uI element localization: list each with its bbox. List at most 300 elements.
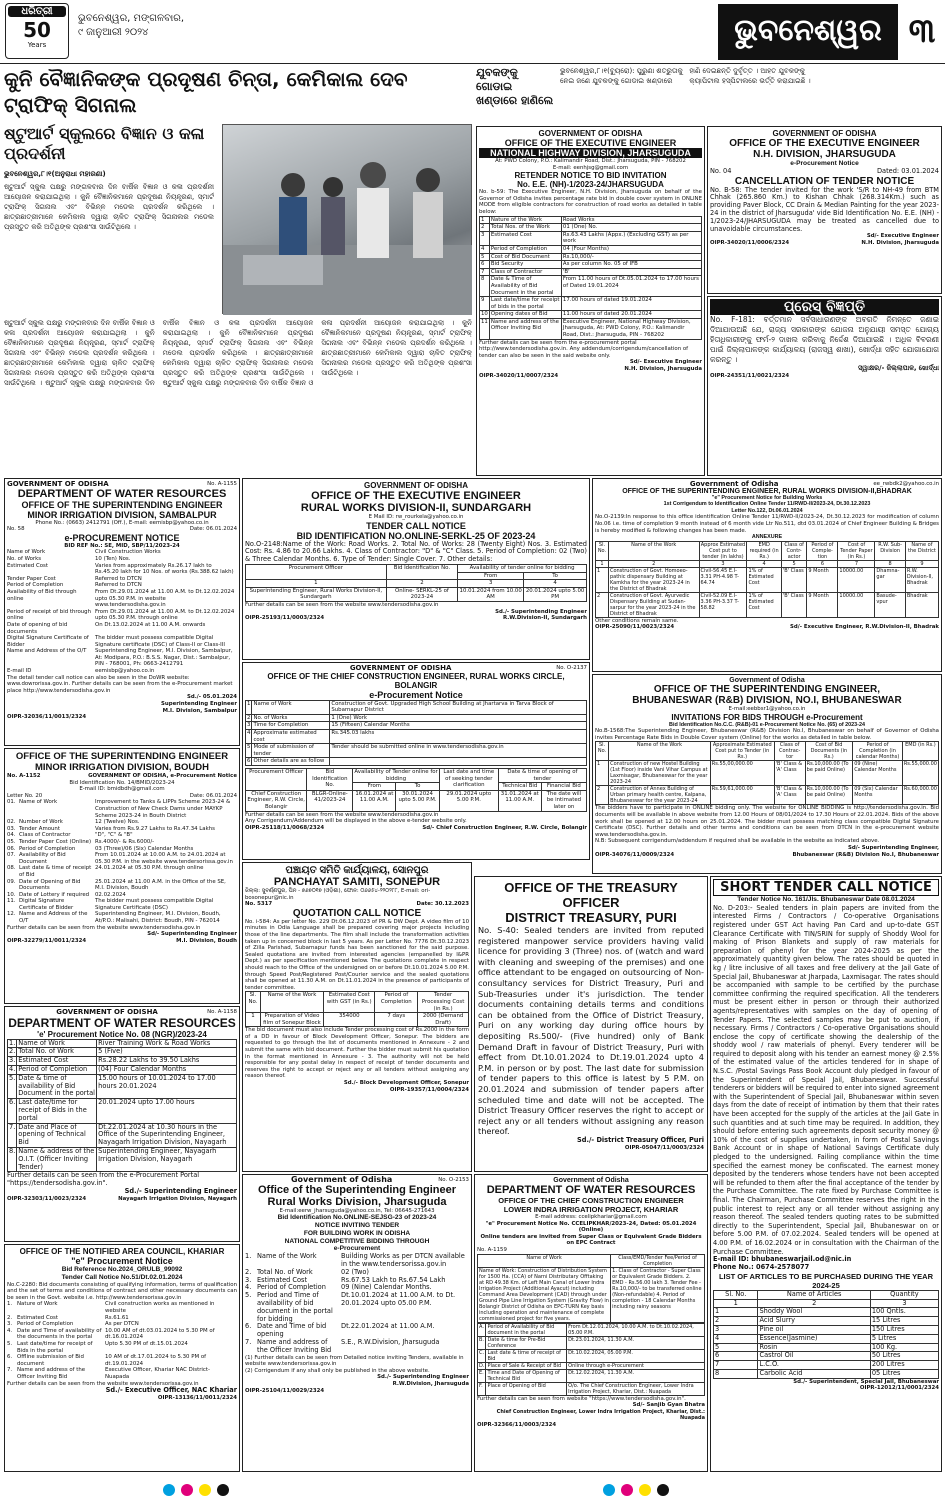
column-header: Sl. No.	[596, 742, 609, 761]
table-cell: 'B' Class & 'A' Class	[774, 786, 805, 805]
list-cell: On Dt.13.02.2024 at 11.00 A.M. onwards	[95, 621, 206, 628]
list-cell: From Dt.29.01.2024 at 11.00 A.M. to Dt.12.02.2024 upto 05.30 P.M. through online	[95, 608, 235, 622]
table-cell: (04) Four Calendar Months	[97, 1065, 237, 1074]
ad-sign-2: Bhubaneswar (R&B) Division No.I, Bhubaneswar	[792, 851, 939, 858]
table-cell: E.	[478, 1369, 486, 1382]
ad-head	[7, 481, 237, 488]
ad-code: OIPR-34020/11/0007/2324	[479, 372, 559, 379]
table-cell: Rs.60,000.00	[902, 786, 938, 805]
table-row	[480, 318, 702, 339]
ad-title: DEPARTMENT OF WATER RESOURCES	[8, 1015, 236, 1030]
table-cell: Shoddy Wool	[758, 1308, 870, 1317]
list-cell: The bidder must possess compatible Digital Signature Certificate (DSC)	[95, 898, 214, 911]
column-header: Name of the Work	[609, 742, 711, 761]
table-cell: 5	[246, 744, 252, 758]
cell: 16.01.2024 at 11.00 A.M.	[353, 790, 396, 811]
list-cell: 5.	[245, 1291, 252, 1300]
th: Name of the Work	[260, 992, 323, 1013]
list-cell: Name and Address of the O/T	[19, 911, 88, 925]
table-cell: 6	[714, 1352, 758, 1361]
list-cell: Period of Completion	[7, 582, 64, 589]
list-cell: Estimated Cost	[7, 562, 48, 569]
table-cell: Essence(Jasmine)	[758, 1334, 870, 1343]
table-cell: Other details are as follow	[252, 758, 330, 766]
ad-title: CANCELLATION OF TENDER NOTICE	[734, 175, 915, 187]
list-item	[7, 576, 237, 583]
list-cell: 3.	[245, 1275, 252, 1284]
list-cell: 12.	[7, 911, 16, 918]
table-cell: 5 Litres	[870, 1334, 938, 1343]
list-item	[245, 1323, 469, 1339]
table-row	[480, 276, 702, 297]
ad-rw-sundargarh	[242, 478, 590, 660]
ad-title: INVITATIONS FOR BIDS THROUGH e-Procurement	[671, 712, 863, 722]
ad-bid: Bid Reference No.2024_ORULB_99092	[61, 1266, 183, 1273]
ad-code: OIPR-34020/11/0006/2324	[710, 239, 790, 246]
ad-gov: Government of Odisha	[729, 677, 805, 684]
list-cell: 03.	[7, 825, 16, 832]
list-item	[7, 865, 237, 878]
table-cell: Last date/time for receipt of bids in the portal	[490, 297, 560, 310]
ad-title-2: DISTRICT TREASURY, PURI	[505, 910, 677, 925]
ad-treasury	[474, 876, 708, 1172]
ad-body: No. F-181: ବର୍ତ୍ତମାନ ସର୍ବସାଧାରଣଙ୍କ ଅବଗତି ନିମନ୍ତେ ଜଣାଇ ଦିଆଯାଉଅଛି ଯେ, ରାଜ୍ୟ ସରକାରଙ୍କ ଯୋଜନା ଅନୁଯାୟୀ ସମସ୍ତ ଯୋଗ୍ୟ ହିତାଧିକାରୀଙ୍କୁ ଫର୍ମ-୨ ଦାଖଲ କରିବାକୁ ନିର୍ଦ୍ଦେଶ ଦିଆଯାଇଛି । ଅଧିକ ବିବରଣୀ ପାଇଁ ଜିଲ୍ଲାପାଳଙ୍କ କାର୍ଯ୍ୟାଳୟ (ରାଜସ୍ୱ ଶାଖା), ଖୋର୍ଦ୍ଧା ସହିତ ଯୋଗାଯୋଗ କରନ୍ତୁ ।	[710, 315, 939, 364]
column-header: Cost of Tender Paper (in Rs.)	[838, 541, 875, 560]
list-item	[7, 582, 237, 589]
table-cell: River Training Work & Road Works	[97, 1039, 237, 1048]
list-cell: 6.	[245, 1322, 252, 1331]
list-cell: 4.	[245, 1283, 252, 1292]
list-item	[7, 1301, 237, 1314]
list-item	[7, 819, 237, 826]
list-cell: 07.	[7, 852, 16, 859]
ad-no-date	[7, 526, 237, 533]
ad-email: E-mail ID: bmidbdh@gmail.com	[79, 786, 165, 793]
table-cell: Place of Opening of Bid	[486, 1382, 567, 1395]
table-cell: 1% of Estimated Cost	[747, 567, 781, 592]
table-row	[714, 1308, 939, 1317]
list-cell: The bidder must possess compatible Digital Signature certificate (DSC) of Class-II or Class-III	[95, 635, 225, 648]
ad-note: N.B: Subsequent corrigendum/addendum if required shall be available in the website as indicated above.	[595, 838, 880, 845]
table-cell: Date & time for Pre-Bid Conference	[486, 1336, 567, 1349]
list-item	[7, 1367, 237, 1380]
table-cell: 100 Kg.	[870, 1343, 938, 1352]
ad-title: SHORT TENDER CALL NOTICE	[713, 879, 939, 896]
table-cell: Construction of Govt. Upgraded High School Building at Jhartarva in Tarva Block of Subarnapur District	[330, 700, 587, 714]
table-cell: 3	[714, 1325, 758, 1334]
ad-nh-jharsuguda	[476, 126, 705, 476]
list-cell: Rs.67.53 Lakh to Rs.67.54 Lakh	[341, 1275, 446, 1284]
list-cell: Name and Address of the O/T	[7, 648, 87, 655]
ad-notice: e-Procurement Notice	[369, 689, 463, 700]
column-number: 9	[905, 560, 938, 567]
story-photo	[222, 124, 472, 314]
list-cell: 01.	[7, 799, 16, 806]
ad-code: OIPR-19357/11/0004/2324	[389, 1086, 469, 1093]
table-cell: Date & time of availability of Bid Document in the portal	[18, 1073, 95, 1098]
ad-sub: Tender Notice No. 161/Jls. Bhubaneswar Date 08.01.2024	[737, 896, 915, 903]
table-row	[596, 761, 939, 786]
list-cell: Period of Completion	[257, 1283, 326, 1292]
ad-footer: Further details can be seen from the website www.tendersorissa.gov.in	[7, 1380, 199, 1387]
list-item	[245, 1339, 469, 1355]
ad-date: Date: 06.01.2024	[189, 792, 237, 799]
ad-footline	[245, 825, 587, 832]
top-story-body-cont: ଷ୍ଟୁଆର୍ଟ ସ୍କୁଲ ପକ୍ଷରୁ ମଙ୍ଗଳବାର ଦିନ ବାର୍ଷିକ ବିଜ୍ଞାନ ଓ କଳା ପ୍ରଦର୍ଶନୀ ଆୟୋଜନ କରାଯାଇଥିଲା । କୁନି ବୈଜ୍ଞାନିକମାନେ ପ୍ରଦୂଷଣ ନିୟନ୍ତ୍ରଣ, ସ୍ମାର୍ଟ ଟ୍ରାଫିକ୍ ସିଗନାଲ ଏବଂ ବିଭିନ୍ନ ମଡେଲ ପ୍ରଦର୍ଶନ କରିଥିଲେ । ଛାତ୍ରଛାତ୍ରୀମାନେ କେମିକାଲ ଦ୍ୱାରା ଚାଳିତ ଟ୍ରାଫିକ୍ ସିଗନାଲର ମଡେଲ ପ୍ରସ୍ତୁତ କରି ଅତିଥିଙ୍କ ପ୍ରଶଂସା ସାଉଁଟିଥିଲେ ।	[4, 319, 155, 387]
table-cell: Civil-56.45 E.I-3.31 PH-4.98 T-64.74	[699, 567, 747, 592]
list-cell: Civil Construction Works	[95, 549, 161, 556]
th: To	[396, 783, 440, 791]
table-cell: 9	[480, 297, 490, 311]
table-cell: 200 Litres	[870, 1361, 938, 1370]
list-cell: Last date & time of receipt of Bid	[19, 865, 92, 878]
top-story-continued	[4, 318, 472, 476]
list-item	[7, 1321, 237, 1328]
table-cell: Mode of submission of tender	[252, 744, 330, 758]
table-row	[480, 297, 702, 311]
ad-title: PANCHAYAT SAMITI, SONEPUR	[273, 876, 441, 888]
ad-no: No. 5317	[245, 901, 273, 908]
column-header: Cost of Bid Documents (in Rs.)	[805, 742, 853, 761]
th: From	[353, 783, 396, 791]
masthead	[0, 0, 945, 62]
list-cell: Superintending Engineer, M.I. Division, Sambalpur, At: Modipara, P.O.: B.S.S. Nagar, Dist.: Sambalpur, PIN - 768001, Ph: 0663-2412791	[95, 648, 233, 668]
list-item	[7, 799, 237, 819]
cell: 354000	[324, 1013, 375, 1027]
ad-gov: Government of Odisha	[553, 1177, 629, 1184]
ad-sign: Sd./- Superintendent, Special Jail, Bhubaneswar	[793, 1378, 939, 1385]
ad-sign-2: Chief Construction Engineer, Lower Indra Irrigation Project, Khariar, Dist.: Nuapada	[496, 1408, 705, 1422]
list-item	[7, 668, 237, 675]
side-story-headline: ଯୁବକଙ୍କୁ ଗୋଡାଇ ଖଣ୍ଡାରେ ହାଣିଲେ	[476, 66, 554, 107]
list-cell: 09.	[7, 878, 16, 885]
ad-title: DEPARTMENT OF WATER RESOURCES	[17, 487, 227, 500]
ad-head	[7, 1009, 237, 1016]
table-cell: No. of Works	[252, 714, 330, 722]
list-cell: Date of opening of bid documents	[7, 621, 68, 635]
table-cell: 6	[480, 261, 490, 269]
table-cell: Castrol Oil	[758, 1352, 870, 1361]
list-cell: Tender Amount	[19, 825, 60, 832]
ad-no: No. A-1152	[7, 773, 41, 779]
list-cell: Date and Time of bid opening	[257, 1322, 327, 1339]
table-row	[480, 216, 702, 224]
ad-footer: The bidders have to participate in ONLINE bidding only. The website for ONLINE BIDDING is http://tendersodisha.gov.in. Bid documents will be available in above website from 12.00 Hours of 08/01/2024 to 17.30 Hours of 22.01.2024. Bids of the above work shall be opened at 12.00 hours on 25.01.2024. The bidder must possess matching class compatible Digital Signature Certificate (DSC). Further details and other terms and conditions can be seen from DTCN in the e-procurement website www.tendersodisha.gov.in.	[595, 805, 939, 838]
list-item	[7, 622, 237, 635]
ad-division: BHUBANESWAR (R&B) DIVISION, NO.I, BHUBANESWAR	[632, 695, 902, 706]
ad-notice: 'e' Procurement Notice No. 08 (NGR)/2023-24	[37, 1029, 207, 1039]
ad-t2: FOR BUILDING WORK IN ODISHA	[303, 1229, 411, 1237]
table-cell: Last date/time for receipt of Bids in the portal	[17, 1099, 97, 1123]
ad-table	[595, 741, 939, 805]
ad-sign: Sd/- Superintending Engineer,	[847, 844, 939, 851]
top-story-subhead: ଷ୍ଟୁଆର୍ଟ ସ୍କୁଲରେ ବିଜ୍ଞାନ ଓ କଳା ପ୍ରଦର୍ଶନୀ	[4, 124, 205, 163]
ad-gov: Government of Odisha	[290, 1175, 393, 1184]
th: Date & time of opening of tender	[498, 768, 586, 782]
list-item	[7, 846, 237, 853]
table-row	[246, 758, 587, 766]
list-cell: 24.01.2024 at 05.30 P.M. through online	[95, 865, 204, 872]
table-cell: 5 (Five)	[97, 1048, 237, 1057]
ad-email: E-mail address: ccelipkhariar@gmail.com	[535, 1214, 647, 1220]
ad-body: No. D-203:- Sealed tenders in plain papers are invited from the interested Firms / Contractors / Co-operative Organisations registered under GST Act having Pan Card and up-to-date GST Clearance Certificate with TIN/SRIN for supply of Shoddy Wool for making of Prison Blankets and supply of raw materials for preparation of phenyl for the year 2024-2025 as per the approximately quantity given below. The rates should be quoted in kg / litre inclusive of all taxes and free delivery at the Jail Gate of Special Jail, Bhubaneswar at Jharpada, Laxmisagar. The rates should be accompanied with sample to be certified by the purchase committee confirming the required specification. All the tenderers must be present either in person or through their authorized agents/representatives with samples on the day of opening of Tender Papers. The selected samples may be put to auction, if necessary. Firms / Contractors / Co-operative Organisations should enclose the copy of certificate showing the dealership of the shoddy wool / raw materials of phenyl. Every tenderer will be required to deposit along with his tender an earnest money @ 2.5% of the estimated value of the articles tendered for in shape of N.S.C. /Postal Savings Pass Book Account duly pledged in favour of the Superintendent of Special Jail, Bhubaneswar. Successful tenderers or bidders will be required to enter into signed agreement with the Superintendent of Special Jail, Bhubaneswar within seven days from the date of receipt of intimation by them that their rates have been accepted for the supply of the articles at the Jail Gate in such quantities and at such time may be required. In addition, they should before entering such agreements deposit security money @ 10% of the cost of supplies undertaken, in form of Postal Savings Bank Account or in shape of National Savings Certificate duly pledged to the undersigned. Failing compliance within the time specified the earnest money be confiscated. The earnest money deposited by the tenderers whose tenders have not been accepted will be refunded to them after the final acceptance of the tender by the Purchase Committee. The rate fixed by Purchase Committee is final. The Chairman, Purchase Committee reserves the right in the public interest to reject any or all tender without assigning any reason thereof. The sealed tenders quoting rates to be submitted directly to the Superintendent, Special Jail, Bhubaneswar on or before 5.00 P.M. of 07.02.2024. Sealed tenders will be opened at 4.00 P.M. of 16.02.2024 or in consultation with the Chairman of the Purchase Committee.	[713, 903, 939, 1256]
column-number: 1	[596, 560, 609, 567]
ad-annexure: ANNEXURE	[751, 534, 783, 541]
list-item	[7, 911, 237, 924]
cell: 1	[246, 1013, 261, 1027]
column-header: EMD required (in Rs.)	[747, 541, 781, 560]
table-cell: 2	[596, 592, 609, 617]
ad-notice: "e" Procurement Notice No. CCELIPKHAR/2023-24, Dated: 05.01.2024 (Online)	[485, 1220, 697, 1234]
ad-code: OIPR-32279/11/0011/2324	[7, 937, 87, 944]
ad-sign-2: Nayagarh Irrigation Division, Nayagarh	[118, 1195, 237, 1202]
list-cell: Varies from Rs.9.27 Lakhs to Rs.47.34 Lakhs	[95, 825, 215, 832]
list-item	[7, 1354, 237, 1367]
ad-division: N.H. DIVISION, JHARSUGUDA	[753, 149, 896, 160]
ad-bid: Bid Identification No.C.C. (R&B)-01 e-Procurement Notice No. (65) of 2023-24	[669, 721, 865, 728]
table-row	[478, 1323, 705, 1336]
table-cell: 6	[247, 758, 251, 765]
table-cell: 09 (Six) Calendar Months	[853, 786, 903, 805]
table-cell: Bhadrak	[905, 592, 938, 617]
col-num: 1	[246, 580, 387, 588]
table-cell: Dt.10.02.2024, 05.00 P.M.	[567, 1349, 705, 1362]
list-cell: 5.	[7, 1340, 13, 1347]
ad-sign-2: N.H. Division, Jharsuguda	[624, 366, 702, 373]
ad-notice: e-PROCUREMENT NOTICE	[64, 532, 180, 543]
table-cell: 5	[714, 1343, 758, 1352]
column-number: 2	[608, 560, 699, 567]
list-cell: Name and address of the Officer Inviting Bid	[257, 1337, 332, 1354]
top-story-body-cont-2: ଷ୍ଟୁଆର୍ଟ ସ୍କୁଲ ପକ୍ଷରୁ ମଙ୍ଗଳବାର ଦିନ ବାର୍ଷିକ ବିଜ୍ଞାନ ଓ କଳା ପ୍ରଦର୍ଶନୀ ଆୟୋଜନ କରାଯାଇଥିଲା । କୁନି ବୈଜ୍ଞାନିକମାନେ ପ୍ରଦୂଷଣ ନିୟନ୍ତ୍ରଣ, ସ୍ମାର୍ଟ ଟ୍ରାଫିକ୍ ସିଗନାଲ ଏବଂ ବିଭିନ୍ନ ମଡେଲ ପ୍ରଦର୍ଶନ କରିଥିଲେ । ଛାତ୍ରଛାତ୍ରୀମାନେ କେମିକାଲ ଦ୍ୱାରା ଚାଳିତ ଟ୍ରାଫିକ୍ ସିଗନାଲର ମଡେଲ ପ୍ରସ୍ତୁତ କରି ଅତିଥିଙ୍କ ପ୍ରଶଂସା ସାଉଁଟିଥିଲେ ।	[45, 319, 314, 387]
ad-email: E Mail ID: rw_rourkela@yahoo.co.in	[368, 514, 464, 520]
table-cell: 15 Litres	[870, 1317, 938, 1326]
side-story	[476, 66, 942, 124]
th-bid: Bid Identification No.	[386, 564, 457, 579]
ad-sign: Sd/- Executive Engineer	[629, 359, 702, 366]
table-cell: 8	[480, 276, 490, 297]
list-item	[7, 589, 237, 609]
table-cell: 9 Month	[807, 567, 838, 592]
column-number: 7	[838, 560, 875, 567]
table-cell: 'B' Class	[781, 567, 807, 592]
registration-dot	[603, 1484, 615, 1496]
ad-no-date	[7, 793, 237, 800]
table-cell: Time and Date of Opening of Technical Bid	[486, 1369, 567, 1382]
ad-phone: Phone No.: (0663) 2412791 (Off.), E-mail: eemisbp@yahoo.co.in	[35, 519, 209, 526]
ad-rows	[477, 1323, 705, 1396]
table-cell: 4	[714, 1334, 758, 1343]
list-cell: Referred to DTCN	[95, 575, 142, 582]
list-cell: 6.	[7, 1354, 13, 1361]
table-cell: 10000.00	[838, 567, 875, 592]
page-number: ୩	[908, 11, 936, 51]
list-cell: Tender Paper Cost (Online)	[19, 838, 92, 845]
column-header: Period of Completion (in calendar Months)	[853, 742, 903, 761]
table-cell: 2	[247, 714, 251, 721]
table-cell: 05 Litres	[870, 1369, 938, 1378]
ad-rw-jharsuguda	[242, 1174, 472, 1472]
cell: 1. Class of Contractor - Super Class or Equivalent Grade Bidders. 2. EMD - Rs.56.00 lakh 3. Tender Fee - Rs.10,000/- to be transferred online (Non-refundable) 4. Period of completion - 18 Calendar Months including rainy seasons	[611, 1267, 705, 1322]
ad-no: No. 58	[7, 526, 25, 533]
list-cell: Period of Completion	[17, 1321, 74, 1328]
th: Period of Completion	[375, 992, 418, 1013]
table-cell: 1.	[9, 1038, 16, 1047]
table-row	[480, 268, 702, 276]
ad-sign: Sd/- Superintending Engineer	[147, 931, 237, 938]
table-cell: Rs.10,000.00 (To be paid Online)	[805, 761, 853, 786]
ad-footer: Further details can be seen from website "https://www.tendersodisha.gov.in".	[477, 1395, 686, 1402]
table-cell: 1	[246, 700, 252, 714]
table-cell: L.C.O.	[758, 1361, 870, 1370]
reg-right	[600, 1481, 672, 1497]
table-cell: From Dt.12.01.2024, 10.00 A.M. to Dt.10.02.2024, 05.00 P.M.	[567, 1323, 705, 1336]
table-cell: Nature of the Work	[489, 216, 561, 224]
ad-footline	[595, 624, 939, 631]
column-header: Name of the Work	[608, 541, 699, 560]
ad-email: E-mail:eebbsr1@yahoo.co.in	[728, 706, 806, 712]
ad-gov: GOVERNMENT OF ODISHA	[772, 129, 877, 138]
table-cell: 1% of Estimated Cost	[747, 592, 781, 617]
ad-t1: NOTICE INVITING TENDER	[314, 1221, 400, 1229]
table-cell: R.W. Division-II, Bhadrak	[905, 567, 938, 592]
table-cell: B.	[478, 1336, 486, 1349]
column-number: 1	[714, 1299, 758, 1308]
table-cell: 1	[596, 567, 609, 592]
list-item	[7, 1341, 237, 1354]
ad-footer: Further details can be seen from the website www.tendersodisha.gov.in	[245, 601, 439, 608]
ad-code: OIPR-13136/11/0011/2324	[157, 1394, 237, 1401]
list-cell: 09 (Nine) Calendar Months.	[341, 1283, 432, 1292]
cell: The date will be intimated later on	[541, 790, 586, 811]
table-cell: Rs.10,000.00 (To be paid Online)	[805, 786, 853, 805]
table-cell: Opening dates of Bid	[489, 311, 561, 319]
column-header: Approx Estimated Cost put to tender (in lakhs)	[700, 541, 746, 560]
ad-footer: The detail tender call notice can also be seen in the DoWR website: www.dowrorissa.gov.in. Further details can be seen from the e-Procurement market place http://www.tendersodisha.gov.in	[7, 674, 233, 694]
list-cell: Dt.10.01.2024 at 11.00 A.M. to Dt. 20.01.2024 upto 05.00 P.M.	[341, 1291, 456, 1307]
top-story-body-cont-3: ଷ୍ଟୁଆର୍ଟ ସ୍କୁଲ ପକ୍ଷରୁ ମଙ୍ଗଳବାର ଦିନ ବାର୍ଷିକ ବିଜ୍ଞାନ ଓ କଳା ପ୍ରଦର୍ଶନୀ ଆୟୋଜନ କରାଯାଇଥିଲା । କୁନି ବୈଜ୍ଞାନିକମାନେ ପ୍ରଦୂଷଣ ନିୟନ୍ତ୍ରଣ, ସ୍ମାର୍ଟ ଟ୍ରାଫିକ୍ ସିଗନାଲ ଏବଂ ବିଭିନ୍ନ ମଡେଲ ପ୍ରଦର୍ଶନ କରିଥିଲେ । ଛାତ୍ରଛାତ୍ରୀମାନେ କେମିକାଲ ଦ୍ୱାରା ଚାଳିତ ଟ୍ରାଫିକ୍ ସିଗନାଲର ମଡେଲ ପ୍ରସ୍ତୁତ କରି ଅତିଥିଙ୍କ ପ୍ରଶଂସା ସାଉଁଟିଥିଲେ ।	[162, 319, 472, 387]
ad-t4: e-Procurement	[333, 1245, 381, 1253]
ad-phone: Phone No.: 0674-2578077	[713, 1262, 810, 1271]
table-cell: 4.	[9, 1064, 16, 1073]
ad-office: OFFICE OF THE CHIEF CONSTRUCTION ENGINEER, RURAL WORKS CIRCLE, BOLANGIR	[267, 671, 565, 690]
registration-dot	[621, 1484, 633, 1496]
table-cell: Civil-52.09 E.I-3.36 PH-3.37 T-58.82	[699, 592, 747, 617]
ad-gov: GOVERNMENT OF ODISHA	[349, 664, 452, 672]
ad-gov: Government of Odisha	[689, 480, 779, 488]
table-row	[480, 253, 702, 261]
ad-wr-sambalpur	[4, 478, 240, 746]
ad-no: No. O-2153	[438, 1177, 469, 1183]
table-row	[480, 224, 702, 232]
column-header: R.W. Sub-Division	[875, 541, 905, 560]
ad-sign: Sd./- Block Development Officer, Sonepur	[343, 1080, 469, 1087]
ad-sign: Sd/- Sanjib Gyan Bhatra	[632, 1402, 705, 1409]
ad-body: No. S-40: Sealed tenders are invited from reputed registered manpower service providers having valid licence for providing 3 (Three) nos. of (watch and ward with cleaning and sweeping of the premises) and one office attendant to be engaged on outsourcing of Non-consultancy services for District Treasury, Puri and Sub-Treasuries under it's jurisdiction. The tender documents containing details terms and conditions can be obtained from the Office of District Treasury, Puri on any working day during office hours by depositing Rs.500/- (Five hundred) only of Bank Demand Draft in favour of District Treasury, Puri with effect from Dt.10.01.2024 to Dt.19.01.2024 upto 4 P.M. in person or by post. The last date for submission of tender papers to this office is latest by 5 P.M. on 20.01.2024 and submission of tender papers after scheduled time and date will not be accepted. The District Treasury Officer reserves the right to accept or reject any or all tenders without assigning any reason thereof.	[478, 925, 704, 1137]
ad-jail	[710, 876, 942, 1472]
ad-address: At: PWD Colony, P.O.: Kalimandir Road, Dist.: Jharsuguda, PIN - 768202	[495, 158, 686, 164]
list-cell: Upto 5.30 PM of dt.15.01.2024	[105, 1340, 188, 1347]
list-item	[7, 609, 237, 622]
table-row	[8, 1065, 237, 1074]
column-number: 6	[807, 560, 838, 567]
ad-footline	[7, 1196, 237, 1203]
table-cell: 10	[481, 311, 488, 318]
list-cell: Period of receipt of bid through online	[7, 608, 92, 622]
table-cell: 15 (Fifteen) Calendar Months	[330, 722, 587, 730]
list-cell: 05.	[7, 838, 16, 845]
table-cell: 01 (One) No.	[561, 224, 701, 232]
ad-sd: Sd./- 05.01.2024	[187, 694, 237, 701]
logo-years: 50	[23, 18, 51, 42]
list-cell: Name of Work	[19, 799, 58, 806]
ad-notice-title: RETENDER NOTICE TO BID INVITATION	[514, 171, 667, 181]
ad-gov: GOVERNMENT OF ODISHA	[363, 481, 468, 490]
list-cell: 2.	[7, 1314, 13, 1321]
list-cell: Availability of Bid Document	[19, 852, 66, 865]
list-cell: 2.	[245, 1267, 252, 1276]
ad-t3: NATIONAL COMPETITIVE BIDDING THROUGH	[284, 1237, 430, 1245]
ad-wr-nayagarh	[4, 1006, 240, 1242]
column-header: Quantity	[870, 1290, 938, 1299]
table-row	[478, 1369, 705, 1382]
table-cell: Construction of new Hostel Building (1st Floor) inside Vani Vihar Campus at Laxmisagar, Bhubaneswar for the year 2023-24	[609, 761, 711, 786]
ad-head	[595, 481, 939, 488]
table-cell: 11.00 hours of dated 20.01.2024	[561, 311, 701, 319]
date-line-2: ୯ ଜାନୁଆରୀ ୨୦୨୪	[78, 27, 149, 38]
ad-division: NATIONAL HIGHWAY DIVISION, JHARSUGUDA	[479, 148, 702, 158]
ad-code: OIPR-12012/11/0001/2324	[859, 1385, 939, 1392]
list-cell: Executive Officer, Khariar NAC District- Nuapada	[105, 1367, 210, 1380]
ad-sign-2: M.I. Division, Boudh	[176, 937, 237, 944]
table-cell: Name of Work	[252, 700, 330, 714]
column-number: 2	[758, 1299, 870, 1308]
registration-dot	[163, 1484, 175, 1496]
list-cell: Last date/time for receipt of Bids in the portal	[17, 1340, 93, 1354]
ad-sign: Sd./- District Treasury Officer, Puri	[577, 1135, 704, 1144]
ad-title-2: MINOR IRRIGATION DIVISION, BOUDH	[35, 762, 209, 773]
table-cell	[330, 758, 587, 766]
list-item	[7, 556, 237, 563]
logo	[5, 3, 69, 59]
list-cell: Building Works as per DTCN available in the www.tendersorissa.gov.in	[341, 1252, 465, 1268]
table-cell: 20.01.2024 upto 17.00 hours	[97, 1099, 237, 1123]
table-cell: 2	[714, 1317, 758, 1326]
table-cell: Period of Completion	[17, 1065, 97, 1074]
ad-rows	[245, 700, 587, 766]
masthead-rule	[0, 63, 945, 64]
ad-title-1: OFFICE OF THE TREASURY OFFICER	[504, 880, 678, 910]
ad-footline	[595, 852, 939, 859]
table-row	[596, 592, 939, 617]
table-row	[246, 714, 587, 722]
table-row	[714, 1361, 939, 1370]
table-cell: Estimated Cost	[489, 231, 561, 245]
logo-sub: Years	[27, 41, 47, 49]
table-cell: Period of Availability of Bid document in the portal	[486, 1323, 567, 1336]
ad-sub: Online tenders are invited from Super Class or Equivalent Grade Bidders on EPC Contract	[480, 1233, 702, 1247]
column-header: Class of Contr-actor	[781, 541, 807, 560]
ad-footline	[710, 240, 939, 247]
th: Sl. No.	[246, 992, 261, 1013]
table-cell: 7	[480, 268, 490, 276]
table-cell: Name and address of the Officer Inviting Bid	[489, 318, 561, 339]
table-cell: Acid Slurry	[758, 1317, 870, 1326]
ad-gov: GOVERNMENT OF ODISHA	[7, 480, 109, 488]
table-cell: 1 (One) Work	[330, 714, 587, 722]
ad-table	[245, 991, 469, 1027]
ad-table	[245, 564, 587, 602]
